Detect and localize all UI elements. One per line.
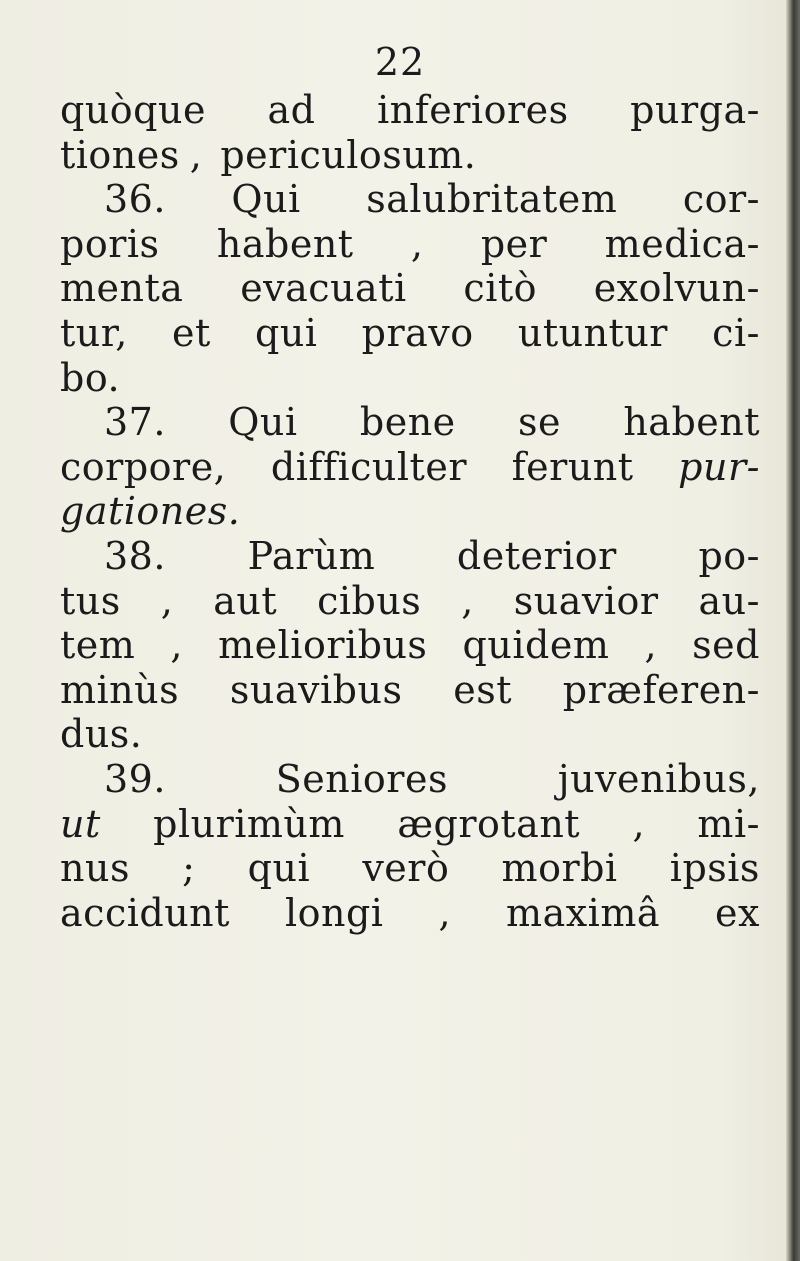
word: , [644, 623, 658, 668]
word: melioribus [218, 623, 428, 668]
word: pravo [361, 310, 474, 355]
word: salubritatem [366, 177, 618, 222]
word: Parùm [247, 533, 376, 578]
section-number: 37. [104, 400, 166, 445]
word: ad [267, 88, 316, 132]
word: bo. [60, 355, 121, 400]
word: quòque [60, 88, 206, 132]
italic-word: gationes. [60, 489, 241, 534]
word: deterior [456, 533, 617, 578]
text-line [60, 623, 760, 668]
word: maximâ [506, 890, 661, 935]
word: , [461, 578, 474, 623]
word: ferunt [511, 444, 634, 489]
page-number: 22 [374, 40, 426, 84]
word: mi- [697, 801, 760, 846]
word: longi [284, 890, 384, 935]
word: po- [698, 533, 760, 578]
text-line [60, 489, 760, 534]
word: ex [715, 890, 760, 935]
word: tus [60, 578, 121, 623]
text-line [60, 668, 760, 713]
word: , [632, 801, 646, 846]
section-number: 38. [104, 533, 166, 578]
word: Qui [228, 400, 298, 445]
word: evacuati [240, 266, 407, 311]
word: medica- [604, 221, 760, 266]
section-number: 39. [104, 756, 166, 801]
word: ipsis [669, 846, 760, 891]
italic-word: ut [60, 801, 101, 846]
word: corpore, [60, 444, 227, 489]
page-edge-shadow [786, 0, 800, 1261]
text-line [60, 445, 760, 490]
word: habent [216, 221, 354, 266]
word: quidem [462, 623, 610, 668]
text-line [60, 88, 760, 133]
word: accidunt [60, 890, 230, 935]
text-line [60, 133, 760, 178]
word: minùs [60, 667, 180, 712]
word: bene [359, 400, 456, 445]
word: ; [182, 846, 196, 891]
word: aut [213, 578, 278, 623]
word: exolvun- [593, 266, 760, 311]
word: Seniores [275, 756, 448, 801]
word: præferen- [562, 667, 760, 712]
word: habent [623, 400, 760, 445]
word: morbi [501, 846, 618, 891]
text-line [60, 802, 760, 847]
word: utuntur [517, 310, 668, 355]
word: ægrotant [397, 801, 581, 846]
word: poris [60, 221, 160, 266]
word: , [160, 578, 174, 623]
text-line [60, 266, 760, 311]
word: , [438, 890, 452, 935]
word: difficulter [270, 444, 467, 489]
word: citò [463, 266, 537, 311]
word: menta [60, 266, 184, 311]
text-line [60, 712, 760, 757]
text-line [60, 757, 760, 802]
page-text-block [60, 88, 760, 935]
text-line [60, 222, 760, 267]
word: tem [60, 623, 136, 668]
word: inferiores [377, 88, 569, 132]
word: per [480, 221, 548, 266]
text-line [60, 177, 760, 222]
text-line [60, 846, 760, 891]
text-line [60, 891, 760, 936]
word: plurimùm [153, 801, 345, 846]
word: et [172, 310, 211, 355]
section-number: 36. [104, 177, 166, 222]
word: nus [60, 846, 130, 891]
word: cibus [317, 578, 422, 623]
text-line [60, 579, 760, 624]
word: qui [255, 310, 318, 355]
word: periculosum. [220, 132, 477, 177]
word: suavibus [229, 667, 403, 712]
word: tur, [60, 310, 128, 355]
word: qui [247, 846, 311, 891]
word: est [453, 667, 512, 712]
word: tiones [60, 132, 180, 177]
word: dus. [60, 712, 143, 757]
word: sed [692, 623, 760, 668]
word: se [517, 400, 561, 445]
word: juvenibus, [557, 756, 760, 801]
word: cor- [682, 177, 760, 222]
word: Qui [231, 177, 301, 222]
text-line [60, 356, 760, 401]
word: , [189, 132, 203, 177]
word: purga- [630, 88, 760, 132]
word: verò [362, 846, 450, 891]
word: , [170, 623, 183, 668]
word: , [410, 221, 424, 266]
text-line [60, 534, 760, 579]
word: ci- [712, 310, 760, 355]
text-line [60, 311, 760, 356]
text-line [60, 400, 760, 445]
word: au- [698, 578, 760, 623]
word: suavior [513, 578, 659, 623]
italic-word: pur- [678, 444, 760, 489]
